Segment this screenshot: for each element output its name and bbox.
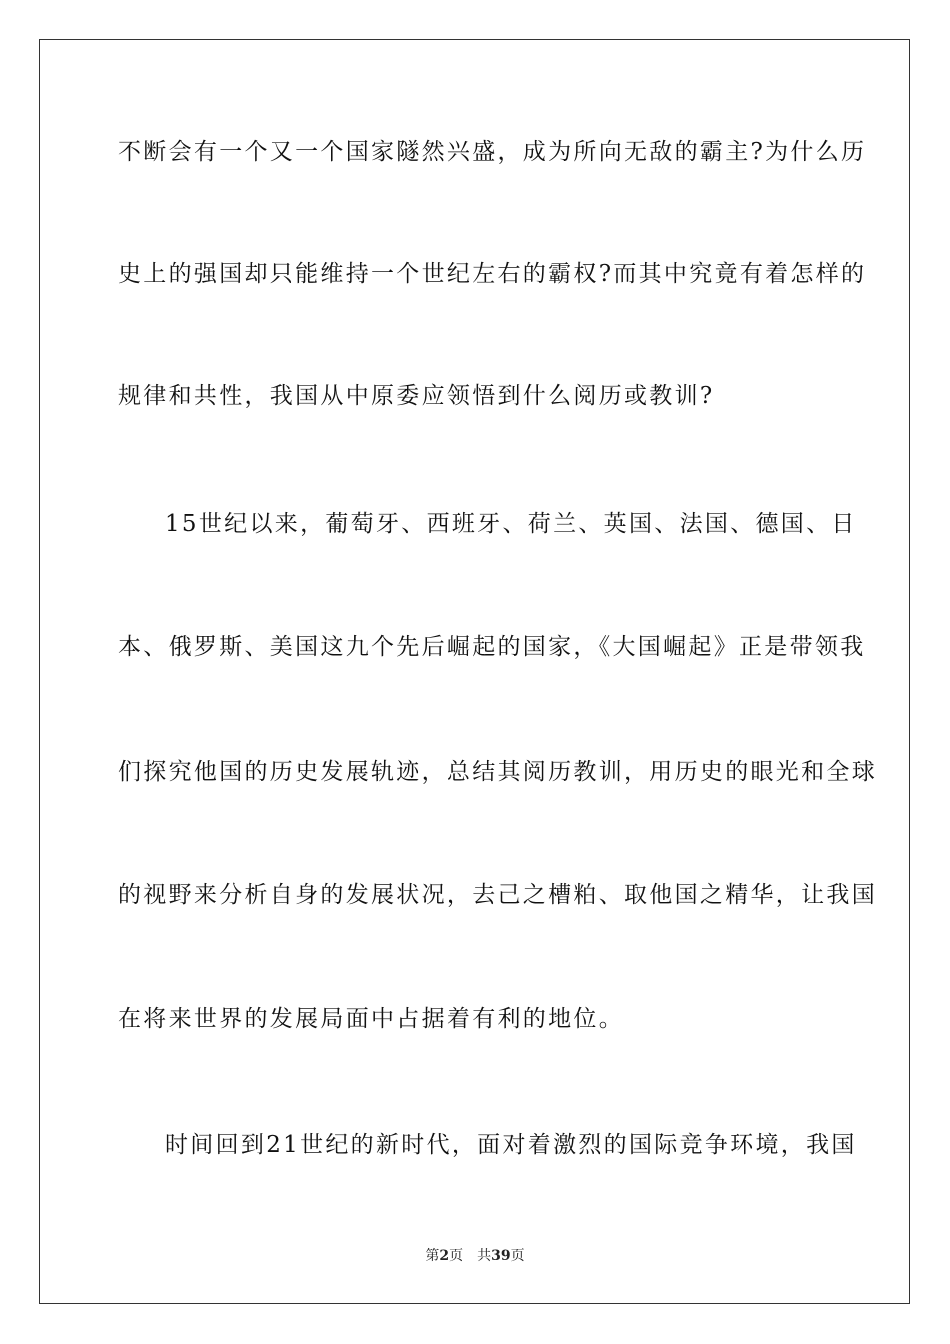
page-border: [39, 39, 910, 1304]
body-text-line: 规律和共性，我国从中原委应领悟到什么阅历或教训?: [118, 383, 715, 409]
page-label-prefix: 第: [425, 1248, 440, 1264]
page-label-suffix: 页: [449, 1248, 464, 1264]
current-page-number: 2: [439, 1248, 450, 1264]
body-text-line: 史上的强国却只能维持一个世纪左右的霸权?而其中究竟有着怎样的: [118, 261, 867, 287]
total-label-suffix: 页: [510, 1248, 525, 1264]
total-label-prefix: 共: [477, 1248, 492, 1264]
body-text-line: 本、俄罗斯、美国这九个先后崛起的国家，《大国崛起》正是带领我: [118, 634, 866, 660]
body-text-line: 的视野来分析自身的发展状况，去己之槽粕、取他国之精华，让我国: [118, 882, 877, 908]
page-footer: [0, 1246, 950, 1266]
body-text-line: 在将来世界的发展局面中占据着有利的地位。: [118, 1006, 624, 1032]
body-text-line: 们探究他国的历史发展轨迹，总结其阅历教训，用历史的眼光和全球: [118, 759, 877, 785]
paragraph-first-line: 15世纪以来，葡萄牙、西班牙、荷兰、英国、法国、德国、日: [165, 511, 857, 537]
total-pages-number: 39: [491, 1248, 511, 1264]
body-text-line: 不断会有一个又一个国家隧然兴盛，成为所向无敌的霸主?为什么历: [118, 139, 867, 165]
paragraph-first-line: 时间回到21世纪的新时代，面对着激烈的国际竞争环境，我国: [165, 1132, 857, 1158]
